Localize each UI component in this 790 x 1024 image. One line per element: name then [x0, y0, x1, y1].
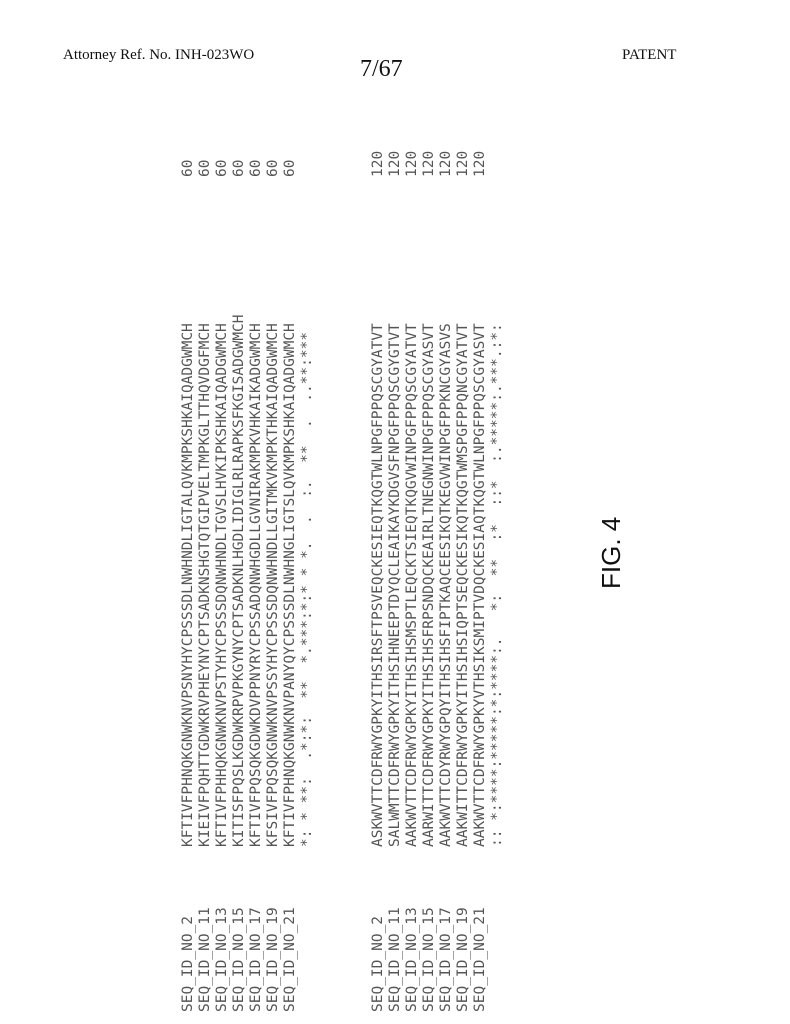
sequence-residues: KITISFPQSLKGDWKRPVPKGYNYCPTSADKNLHGDLIDIGLRLRAPKSFKGISADGWMCH	[231, 314, 247, 847]
sequence-id: SEQ_ID_NO_17	[438, 907, 454, 1012]
sequence-id: SEQ_ID_NO_21	[472, 907, 488, 1012]
alignment-row	[180, 159, 197, 1012]
sequence-position: 120	[421, 150, 437, 177]
sequence-id: SEQ_ID_NO_13	[404, 907, 420, 1012]
alignment-row	[472, 150, 489, 1012]
sequence-residues: SALWMTTCDFRWYGPKYITHSIHNEEPTDYQCLEAIKAYKDGVSFNPGFPPQSCGYGTVT	[387, 323, 403, 847]
sequence-position: 60	[231, 159, 247, 177]
sequence-id: SEQ_ID_NO_13	[214, 907, 230, 1012]
sequence-position: 60	[214, 159, 230, 177]
sequence-position: 60	[282, 159, 298, 177]
sequence-id: SEQ_ID_NO_15	[231, 907, 247, 1012]
sequence-position: 120	[455, 150, 471, 177]
sequence-residues: AAKWVTTCDYRWYGPQYITHSIHSFIPTKAQCEESIKQTKEGVWINPGFPPKNCGYASVS	[438, 323, 454, 847]
alignment-row	[438, 150, 455, 1012]
sequence-residues: KFTIVFPHNQKGNWKNVPSNYHYCPSSSDLNWHNDLIGTALQVKMPKSHKAIQADGWMCH	[180, 323, 196, 847]
sequence-residues: KFSIVFPQSQKGNWKNVPSSYHYCPSSSDQNWHNDLLGITMKVKMPKTHKAIQADGWMCH	[265, 323, 281, 847]
sequence-position: 120	[404, 150, 420, 177]
sheet-number: 7/67	[360, 56, 403, 82]
sequence-residues: ASKWVTTCDFRWYGPKYITHSIRSFTPSVEQCKESIEQTKQGTWLNPGFPPQSCGYATVT	[370, 323, 386, 847]
sequence-alignment	[180, 90, 540, 1012]
sequence-residues: AAKWVTTCDFRWYGPKYITHSIHSMSPTLEQCKTSIEQTKQGVWINPGFPPQSCGYATVT	[404, 323, 420, 847]
consensus-line: *: * **: .*:*: ** *.***:*:* * *. . :. ** . ..**:***	[299, 331, 315, 847]
sequence-position: 60	[265, 159, 281, 177]
sequence-id: SEQ_ID_NO_17	[248, 907, 264, 1012]
sequence-position: 120	[370, 150, 386, 177]
sequence-residues: KFTIVFPHHQKGNWKNVPSTYHYCPSSSDQNWHNDLTGVSLHVKIPKSHKAIQADGWMCH	[214, 323, 230, 847]
alignment-row	[455, 150, 472, 1012]
attorney-reference: Attorney Ref. No. INH-023WO	[63, 47, 255, 63]
sequence-residues: AARWITTCDFRWYGPKYITHSIHSFRPSNDQCKEAIRLTNEGNWINPGFPPQSCGYASVT	[421, 323, 437, 847]
sequence-position: 120	[472, 150, 488, 177]
sequence-id: SEQ_ID_NO_2	[370, 915, 386, 1012]
sequence-id: SEQ_ID_NO_19	[455, 907, 471, 1012]
patent-label: PATENT	[622, 47, 677, 63]
alignment-row	[370, 150, 387, 1012]
sequence-id: SEQ_ID_NO_15	[421, 907, 437, 1012]
alignment-row	[404, 150, 421, 1012]
sequence-id: SEQ_ID_NO_11	[197, 907, 213, 1012]
sequence-residues: KIEIVFPQHTTGDWKRVPHEYNYCPTSADKNSHGTQTGIPVELTMPKGLTTHQVDGFMCH	[197, 323, 213, 847]
alignment-row	[197, 159, 214, 1012]
alignment-row	[387, 150, 404, 1012]
alignment-row	[421, 150, 438, 1012]
sequence-position: 60	[180, 159, 196, 177]
sequence-id: SEQ_ID_NO_19	[265, 907, 281, 1012]
sequence-residues: AAKWITTCDFRWYGPKYITHSIHSIQPTSEQCKESIKQTKQGTWMSPGFPPQNCGYATVT	[455, 323, 471, 847]
sequence-id: SEQ_ID_NO_11	[387, 907, 403, 1012]
sequence-position: 60	[197, 159, 213, 177]
consensus-row	[489, 323, 506, 1012]
sequence-id: SEQ_ID_NO_2	[180, 915, 196, 1012]
sequence-position: 120	[387, 150, 403, 177]
sequence-position: 60	[248, 159, 264, 177]
sequence-residues: KFTIVFPHNQKGNWKNVPANYQYCPSSSDLNWHNGLIGTSLQVKMPKSHKAIQADGWMCH	[282, 323, 298, 847]
sequence-id: SEQ_ID_NO_21	[282, 907, 298, 1012]
figure-label: FIG. 4	[596, 516, 626, 589]
sequence-residues: KFTIVFPQSQKGDWKDVPPNYRYCPSSADQNWHGDLLGVNIRAKMPKVHKAIKADGWMCH	[248, 323, 264, 847]
alignment-row	[265, 159, 282, 1012]
sequence-position: 120	[438, 150, 454, 177]
alignment-row	[231, 159, 248, 1012]
alignment-row	[214, 159, 231, 1012]
sequence-residues: AAKWVTTCDFRWYGPKYVTHSIKSMIPTVDQCKESIAQTKQGTWLNPGFPPQSCGYASVT	[472, 323, 488, 847]
alignment-row	[282, 159, 299, 1012]
alignment-row	[248, 159, 265, 1012]
consensus-line: :: *:****:*****:*:****:. *: ** :* ::* :.*****:.***.:*:	[489, 323, 505, 847]
consensus-row	[299, 331, 316, 1012]
